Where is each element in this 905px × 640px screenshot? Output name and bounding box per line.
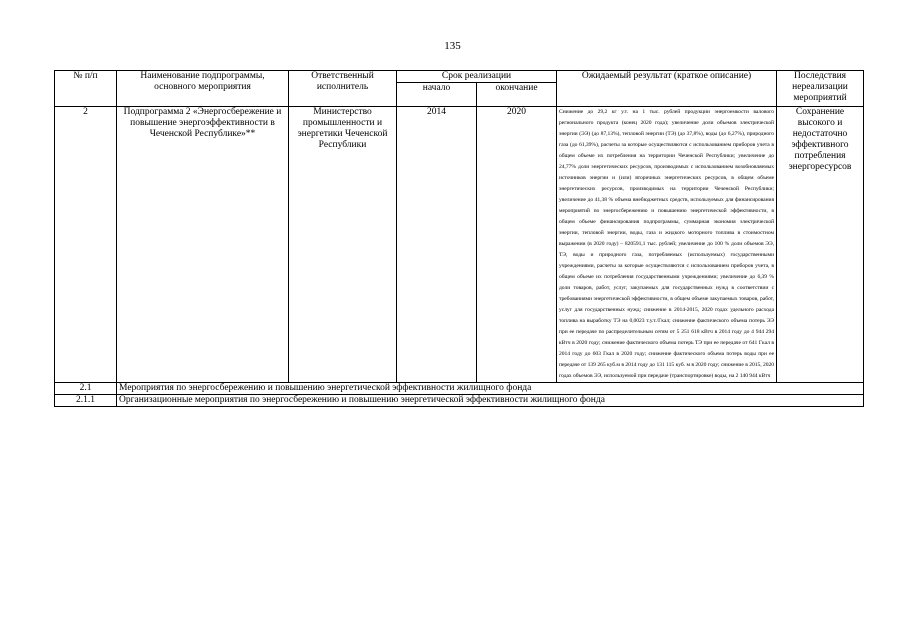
page-number: 135 bbox=[444, 40, 461, 52]
row-start: 2014 bbox=[397, 107, 477, 383]
subsection-num: 2.1.1 bbox=[55, 395, 117, 407]
header-start: начало bbox=[397, 83, 477, 107]
row-consequences: Сохранение высокого и недостаточно эффективного потребления энергоресурсов bbox=[777, 107, 864, 383]
program-table bbox=[54, 70, 864, 407]
section-num: 2.1 bbox=[55, 383, 117, 395]
header-period: Срок реализации bbox=[397, 71, 557, 83]
row-responsible: Министерство промышленности и энергетики Чеченской Республики bbox=[289, 107, 397, 383]
header-consequences: Последствия нереализации мероприятий bbox=[777, 71, 864, 107]
header-responsible: Ответственный исполнитель bbox=[289, 71, 397, 107]
row-name: Подпрограмма 2 «Энергосбережение и повышение энергоэффективности в Чеченской Республике»** bbox=[117, 107, 289, 383]
row-num: 2 bbox=[55, 107, 117, 383]
header-result: Ожидаемый результат (краткое описание) bbox=[557, 71, 777, 107]
table-row bbox=[55, 107, 864, 383]
section-title: Мероприятия по энергосбережению и повышению энергетической эффективности жилищного фонда bbox=[117, 383, 864, 395]
table-row bbox=[55, 383, 864, 395]
header-end: окончание bbox=[477, 83, 557, 107]
row-end: 2020 bbox=[477, 107, 557, 383]
subsection-title: Организационные мероприятия по энергосбережению и повышению энергетической эффективности жилищного фонда bbox=[117, 395, 864, 407]
table-row bbox=[55, 395, 864, 407]
row-result: Снижение до 29,2 кг у.т. на 1 тыс. рублей продукции энергоемкости валового регионального продукта (конец 2020 года); увеличение доли объемов электрической энергии (ЭЭ) (до 87,13%), тепловой энергии (ТЭ) (до 37,8%), воды (до 6,27%), природного газа (до 61,39%), расчеты за которые осуществляются с использованием приборов учета в общем объеме их потребления на территории Чеченской Республики; увеличение до 24,77% доли энергетических ресурсов, производимых с использованием возобновляемых источников энергии и (или) вторичных энергетических ресурсов, в общем объеме энергетических ресурсов, производимых на территории Чеченской Республики; увеличение до 41,38 % объема внебюджетных средств, используемых для финансирования мероприятий по энергосбережению и повышению энергетической эффективности, в общем объеме финансирования подпрограммы, суммарная экономия электрической энергии, тепловой энергии, воды, газа и жидкого моторного топлива в стоимостном выражении (в 2020 году) – 820591,1 тыс. рублей; увеличение до 100 % доли объемов ЭЭ, ТЭ, воды и природного газа, потребляемых (используемых) государственными учреждениями, расчеты за которые осуществляются с использованием приборов учета, в общем объеме их потребления государственными учреждениями; увеличение до 6,39 % доли товаров, работ, услуг, закупаемых для государственных нужд в соответствии с требованиями энергетической эффективности, в общем объеме закупаемых товаров, работ, услуг для государственных нужд; снижение в 2014-2015, 2020 годах удельного расхода топлива на выработку ТЭ на 0,0023 т.у.т./Гкал; снижение фактического объема потерь ЭЭ при ее передаче по распределительным сетям от 5 251 618 кВтч в 2014 году до 4 944 294 кВтч в 2020 году; снижение фактического объема потерь ТЭ при ее передаче от 641 Гкал в 2014 году до 603 Гкал в 2020 году; снижение фактического объема потерь воды при ее передаче от 139 265 куб.м в 2014 году до 131 115 куб. м в 2020 году; снижение в 2015, 2020 годах объемов ЭЭ, используемой при передаче (транспортировке) воды, на 2 140 944 кВтч bbox=[557, 107, 777, 383]
header-num: № п/п bbox=[55, 71, 117, 107]
header-name: Наименование подпрограммы, основного мероприятия bbox=[117, 71, 289, 107]
